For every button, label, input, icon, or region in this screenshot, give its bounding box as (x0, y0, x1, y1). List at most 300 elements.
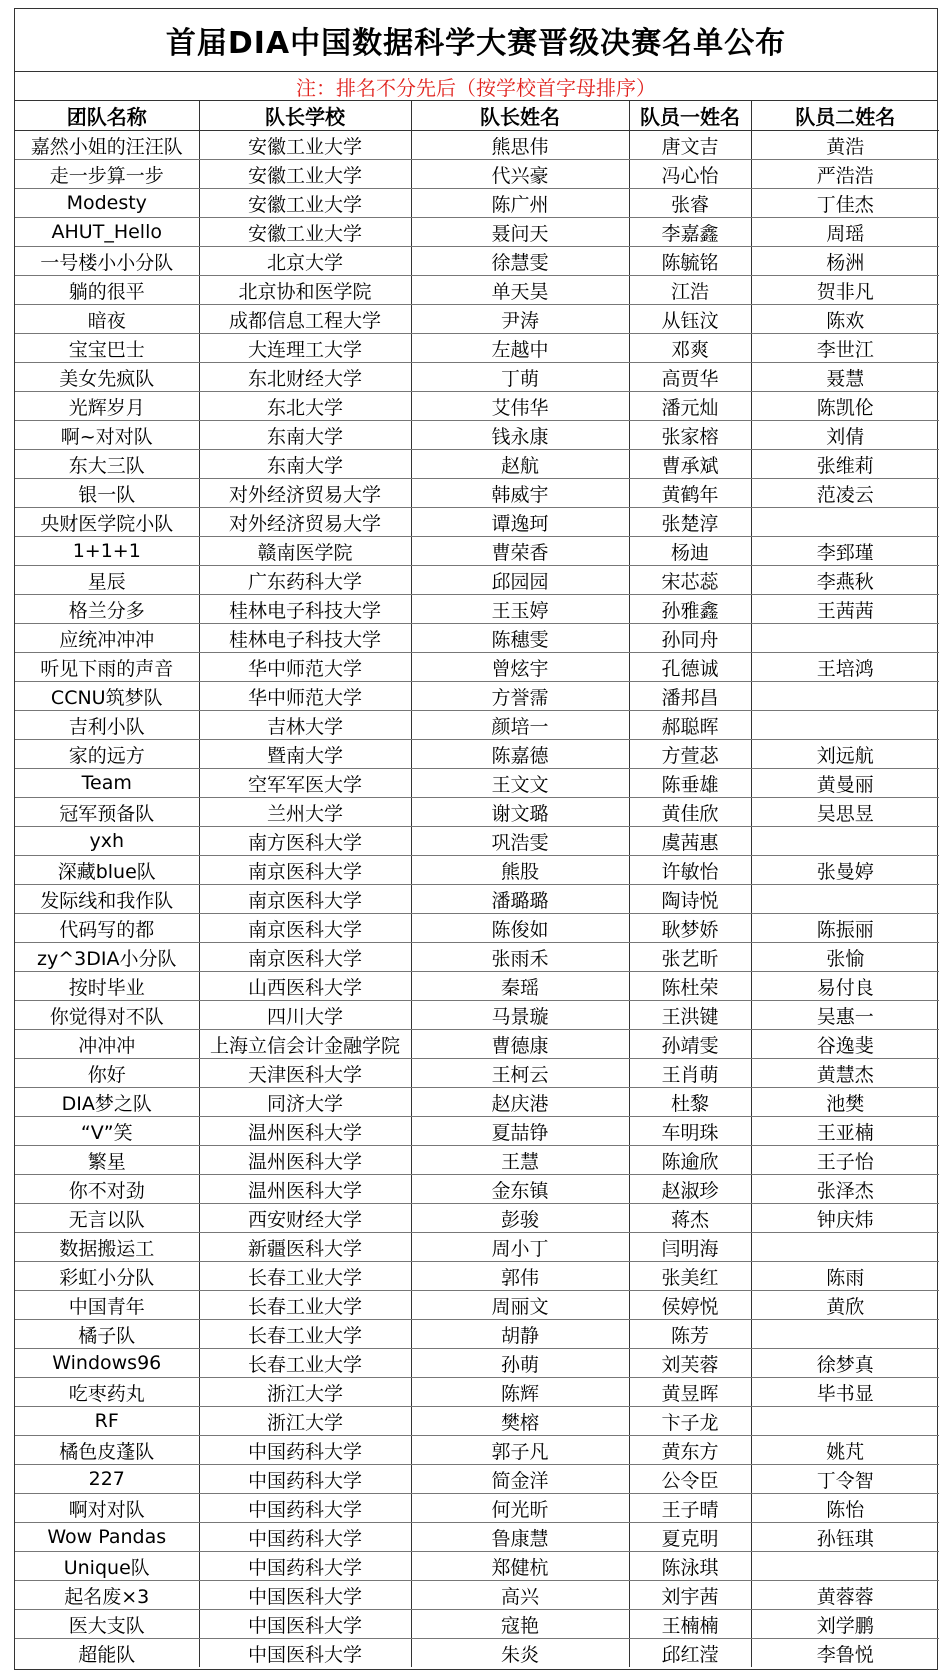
captain-school-cell: 对外经济贸易大学 (199, 508, 411, 537)
captain-name-cell: 赵航 (411, 450, 629, 479)
team-name-cell: 冲冲冲 (15, 1030, 199, 1059)
team-name-cell: 一号楼小小分队 (15, 247, 199, 276)
table-row (15, 595, 939, 624)
captain-school-cell: 安徽工业大学 (199, 218, 411, 247)
captain-name-cell: 彭骏 (411, 1204, 629, 1233)
table-row (15, 131, 939, 160)
member2-name-cell: 李燕秋 (751, 566, 939, 595)
captain-school-cell: 华中师范大学 (199, 682, 411, 711)
table-row (15, 305, 939, 334)
member2-name-cell (751, 711, 939, 740)
captain-name-cell: 朱炎 (411, 1639, 629, 1668)
header-team-name: 团队名称 (15, 101, 199, 131)
team-name-cell: 橘子队 (15, 1320, 199, 1349)
table-row (15, 479, 939, 508)
captain-name-cell: 尹涛 (411, 305, 629, 334)
captain-name-cell: 曹荣香 (411, 537, 629, 566)
member1-name-cell: 曹承斌 (629, 450, 751, 479)
member2-name-cell: 黄曼丽 (751, 769, 939, 798)
table-row (15, 798, 939, 827)
captain-name-cell: 谭逸珂 (411, 508, 629, 537)
captain-name-cell: 赵庆港 (411, 1088, 629, 1117)
table-row (15, 1291, 939, 1320)
member1-name-cell: 郝聪晖 (629, 711, 751, 740)
captain-name-cell: 张雨禾 (411, 943, 629, 972)
table-row (15, 450, 939, 479)
table-row (15, 537, 939, 566)
team-name-cell: zy^3DIA小分队 (15, 943, 199, 972)
captain-name-cell: 胡静 (411, 1320, 629, 1349)
captain-school-cell: 中国医科大学 (199, 1639, 411, 1668)
member2-name-cell: 丁佳杰 (751, 189, 939, 218)
table-row (15, 1117, 939, 1146)
team-name-cell: 数据搬运工 (15, 1233, 199, 1262)
captain-name-cell: 左越中 (411, 334, 629, 363)
member1-name-cell: 张艺昕 (629, 943, 751, 972)
member1-name-cell: 闫明海 (629, 1233, 751, 1262)
captain-school-cell: 赣南医学院 (199, 537, 411, 566)
member1-name-cell: 邓爽 (629, 334, 751, 363)
team-name-cell: 东大三队 (15, 450, 199, 479)
member1-name-cell: 陶诗悦 (629, 885, 751, 914)
table-row (15, 827, 939, 856)
table-row (15, 1552, 939, 1581)
team-name-cell: 听见下雨的声音 (15, 653, 199, 682)
captain-name-cell: 简金洋 (411, 1465, 629, 1494)
captain-name-cell: 鲁康慧 (411, 1523, 629, 1552)
captain-name-cell: 巩浩雯 (411, 827, 629, 856)
member2-name-cell (751, 1407, 939, 1436)
member2-name-cell: 陈欢 (751, 305, 939, 334)
captain-school-cell: 成都信息工程大学 (199, 305, 411, 334)
captain-school-cell: 中国药科大学 (199, 1523, 411, 1552)
member1-name-cell: 蒋杰 (629, 1204, 751, 1233)
member1-name-cell: 卞子龙 (629, 1407, 751, 1436)
captain-name-cell: 单天昊 (411, 276, 629, 305)
captain-name-cell: 陈穗雯 (411, 624, 629, 653)
captain-school-cell: 同济大学 (199, 1088, 411, 1117)
member1-name-cell: 孙同舟 (629, 624, 751, 653)
team-name-cell: 吉利小队 (15, 711, 199, 740)
member2-name-cell: 杨洲 (751, 247, 939, 276)
table-header-row (15, 101, 939, 131)
member2-name-cell: 徐梦真 (751, 1349, 939, 1378)
member1-name-cell: 耿梦娇 (629, 914, 751, 943)
member1-name-cell: 杜黎 (629, 1088, 751, 1117)
table-row (15, 392, 939, 421)
captain-name-cell: 夏喆铮 (411, 1117, 629, 1146)
captain-name-cell: 熊股 (411, 856, 629, 885)
team-name-cell: 超能队 (15, 1639, 199, 1668)
captain-school-cell: 南京医科大学 (199, 943, 411, 972)
captain-name-cell: 陈俊如 (411, 914, 629, 943)
team-name-cell: 繁星 (15, 1146, 199, 1175)
member1-name-cell: 黄鹤年 (629, 479, 751, 508)
captain-school-cell: 东南大学 (199, 421, 411, 450)
member2-name-cell: 王茜茜 (751, 595, 939, 624)
captain-name-cell: 陈辉 (411, 1378, 629, 1407)
captain-school-cell: 广东药科大学 (199, 566, 411, 595)
team-name-cell: “V”笑 (15, 1117, 199, 1146)
member2-name-cell: 陈雨 (751, 1262, 939, 1291)
captain-name-cell: 孙萌 (411, 1349, 629, 1378)
member2-name-cell (751, 624, 939, 653)
member1-name-cell: 冯心怡 (629, 160, 751, 189)
captain-name-cell: 郭伟 (411, 1262, 629, 1291)
team-name-cell: 躺的很平 (15, 276, 199, 305)
member1-name-cell: 陈泳琪 (629, 1552, 751, 1581)
captain-school-cell: 温州医科大学 (199, 1117, 411, 1146)
captain-name-cell: 潘璐璐 (411, 885, 629, 914)
member1-name-cell: 黄佳欣 (629, 798, 751, 827)
team-name-cell: Unique队 (15, 1552, 199, 1581)
table-row (15, 1059, 939, 1088)
team-name-cell: 1+1+1 (15, 537, 199, 566)
captain-name-cell: 何光昕 (411, 1494, 629, 1523)
captain-school-cell: 空军军医大学 (199, 769, 411, 798)
table-row (15, 334, 939, 363)
captain-school-cell: 温州医科大学 (199, 1175, 411, 1204)
captain-name-cell: 曾炫宇 (411, 653, 629, 682)
table-row (15, 1262, 939, 1291)
table-row (15, 1523, 939, 1552)
member2-name-cell (751, 682, 939, 711)
table-row (15, 682, 939, 711)
captain-school-cell: 华中师范大学 (199, 653, 411, 682)
captain-school-cell: 兰州大学 (199, 798, 411, 827)
captain-school-cell: 安徽工业大学 (199, 131, 411, 160)
member1-name-cell: 陈逾欣 (629, 1146, 751, 1175)
member2-name-cell: 王亚楠 (751, 1117, 939, 1146)
captain-name-cell: 秦瑶 (411, 972, 629, 1001)
member2-name-cell: 池樊 (751, 1088, 939, 1117)
captain-name-cell: 曹德康 (411, 1030, 629, 1059)
member2-name-cell: 姚芃 (751, 1436, 939, 1465)
member1-name-cell: 王楠楠 (629, 1610, 751, 1639)
member1-name-cell: 从钰汶 (629, 305, 751, 334)
captain-name-cell: 韩威宇 (411, 479, 629, 508)
table-row (15, 653, 939, 682)
team-name-cell: Wow Pandas (15, 1523, 199, 1552)
member1-name-cell: 黄昱晖 (629, 1378, 751, 1407)
team-name-cell: 医大支队 (15, 1610, 199, 1639)
captain-school-cell: 西安财经大学 (199, 1204, 411, 1233)
member2-name-cell: 陈振丽 (751, 914, 939, 943)
table-row (15, 1233, 939, 1262)
captain-name-cell: 樊榕 (411, 1407, 629, 1436)
member1-name-cell: 潘元灿 (629, 392, 751, 421)
captain-name-cell: 熊思伟 (411, 131, 629, 160)
captain-school-cell: 吉林大学 (199, 711, 411, 740)
team-name-cell: 应统冲冲冲 (15, 624, 199, 653)
member2-name-cell: 范凌云 (751, 479, 939, 508)
captain-school-cell: 东北财经大学 (199, 363, 411, 392)
member2-name-cell: 钟庆炜 (751, 1204, 939, 1233)
team-name-cell: 啊对对队 (15, 1494, 199, 1523)
captain-school-cell: 天津医科大学 (199, 1059, 411, 1088)
member1-name-cell: 公令臣 (629, 1465, 751, 1494)
captain-school-cell: 浙江大学 (199, 1378, 411, 1407)
team-name-cell: 暗夜 (15, 305, 199, 334)
team-name-cell: RF (15, 1407, 199, 1436)
member2-name-cell: 毕书显 (751, 1378, 939, 1407)
captain-name-cell: 寇艳 (411, 1610, 629, 1639)
member2-name-cell: 刘倩 (751, 421, 939, 450)
member1-name-cell: 王洪键 (629, 1001, 751, 1030)
captain-school-cell: 中国医科大学 (199, 1581, 411, 1610)
member1-name-cell: 车明珠 (629, 1117, 751, 1146)
team-name-cell: 你觉得对不队 (15, 1001, 199, 1030)
table-row (15, 1494, 939, 1523)
captain-school-cell: 安徽工业大学 (199, 189, 411, 218)
member1-name-cell: 江浩 (629, 276, 751, 305)
member1-name-cell: 许敏怡 (629, 856, 751, 885)
table-row (15, 1639, 939, 1668)
team-name-cell: 按时毕业 (15, 972, 199, 1001)
team-name-cell: 走一步算一步 (15, 160, 199, 189)
table-row (15, 972, 939, 1001)
captain-name-cell: 王柯云 (411, 1059, 629, 1088)
team-name-cell: Modesty (15, 189, 199, 218)
team-name-cell: 吃枣药丸 (15, 1378, 199, 1407)
header-member1-name: 队员一姓名 (629, 101, 751, 131)
team-name-cell: 银一队 (15, 479, 199, 508)
member1-name-cell: 刘宇茜 (629, 1581, 751, 1610)
team-name-cell: 你不对劲 (15, 1175, 199, 1204)
captain-school-cell: 中国药科大学 (199, 1436, 411, 1465)
table-row (15, 624, 939, 653)
table-row (15, 218, 939, 247)
captain-school-cell: 桂林电子科技大学 (199, 624, 411, 653)
member2-name-cell: 王子怡 (751, 1146, 939, 1175)
team-name-cell: 彩虹小分队 (15, 1262, 199, 1291)
table-row (15, 943, 939, 972)
team-name-cell: 格兰分多 (15, 595, 199, 624)
captain-name-cell: 钱永康 (411, 421, 629, 450)
member1-name-cell: 张楚淳 (629, 508, 751, 537)
table-row (15, 1001, 939, 1030)
table-row (15, 189, 939, 218)
member2-name-cell: 张曼婷 (751, 856, 939, 885)
team-name-cell: CCNU筑梦队 (15, 682, 199, 711)
member2-name-cell (751, 1233, 939, 1262)
captain-school-cell: 暨南大学 (199, 740, 411, 769)
captain-school-cell: 中国药科大学 (199, 1494, 411, 1523)
team-name-cell: 无言以队 (15, 1204, 199, 1233)
member2-name-cell: 李郅瑾 (751, 537, 939, 566)
member2-name-cell: 吴思昱 (751, 798, 939, 827)
team-name-cell: 代码写的都 (15, 914, 199, 943)
member2-name-cell: 聂慧 (751, 363, 939, 392)
team-name-cell: 橘色皮蓬队 (15, 1436, 199, 1465)
team-name-cell: 啊~对对队 (15, 421, 199, 450)
captain-name-cell: 马景璇 (411, 1001, 629, 1030)
member1-name-cell: 陈芳 (629, 1320, 751, 1349)
table-row (15, 769, 939, 798)
captain-school-cell: 北京大学 (199, 247, 411, 276)
header-captain-school: 队长学校 (199, 101, 411, 131)
member1-name-cell: 唐文吉 (629, 131, 751, 160)
captain-name-cell: 金东镇 (411, 1175, 629, 1204)
captain-school-cell: 新疆医科大学 (199, 1233, 411, 1262)
table-row (15, 1349, 939, 1378)
captain-school-cell: 上海立信会计金融学院 (199, 1030, 411, 1059)
member1-name-cell: 方萱苾 (629, 740, 751, 769)
member1-name-cell: 宋芯蕊 (629, 566, 751, 595)
team-name-cell: 央财医学院小队 (15, 508, 199, 537)
table-row (15, 160, 939, 189)
member2-name-cell (751, 1320, 939, 1349)
team-name-cell: 深藏blue队 (15, 856, 199, 885)
member2-name-cell: 黄浩 (751, 131, 939, 160)
member1-name-cell: 王肖萌 (629, 1059, 751, 1088)
table-row (15, 1407, 939, 1436)
member1-name-cell: 侯婷悦 (629, 1291, 751, 1320)
captain-school-cell: 中国药科大学 (199, 1552, 411, 1581)
captain-name-cell: 周丽文 (411, 1291, 629, 1320)
table-row (15, 566, 939, 595)
table-row (15, 740, 939, 769)
table-row (15, 276, 939, 305)
member2-name-cell (751, 885, 939, 914)
member1-name-cell: 孙雅鑫 (629, 595, 751, 624)
member2-name-cell: 易付良 (751, 972, 939, 1001)
team-name-cell: 起名废×3 (15, 1581, 199, 1610)
team-name-cell: 美女先疯队 (15, 363, 199, 392)
team-name-cell: 227 (15, 1465, 199, 1494)
captain-school-cell: 温州医科大学 (199, 1146, 411, 1175)
member2-name-cell (751, 508, 939, 537)
captain-school-cell: 南京医科大学 (199, 914, 411, 943)
header-member2-name: 队员二姓名 (751, 101, 939, 131)
member2-name-cell: 周瑶 (751, 218, 939, 247)
table-row (15, 1581, 939, 1610)
team-name-cell: 家的远方 (15, 740, 199, 769)
captain-school-cell: 长春工业大学 (199, 1320, 411, 1349)
captain-name-cell: 郑健杭 (411, 1552, 629, 1581)
sort-note: 注：排名不分先后（按学校首字母排序） (15, 72, 937, 101)
captain-name-cell: 谢文璐 (411, 798, 629, 827)
member1-name-cell: 王子晴 (629, 1494, 751, 1523)
table-row (15, 711, 939, 740)
table-row (15, 1378, 939, 1407)
table-row (15, 1320, 939, 1349)
member2-name-cell: 黄欣 (751, 1291, 939, 1320)
captain-name-cell: 周小丁 (411, 1233, 629, 1262)
team-name-cell: 嘉然小姐的汪汪队 (15, 131, 199, 160)
team-name-cell: yxh (15, 827, 199, 856)
captain-name-cell: 陈广州 (411, 189, 629, 218)
member2-name-cell (751, 1552, 939, 1581)
member2-name-cell: 李鲁悦 (816, 1643, 874, 1666)
header-captain-name: 队长姓名 (411, 101, 629, 131)
captain-name-cell: 郭子凡 (411, 1436, 629, 1465)
table-row (15, 1465, 939, 1494)
member2-name-cell: 张维莉 (751, 450, 939, 479)
team-name-cell: 宝宝巴士 (15, 334, 199, 363)
captain-name-cell: 徐慧雯 (411, 247, 629, 276)
captain-school-cell: 对外经济贸易大学 (199, 479, 411, 508)
member2-name-cell (751, 827, 939, 856)
member2-name-cell: 张愉 (751, 943, 939, 972)
captain-name-cell: 代兴豪 (411, 160, 629, 189)
table-row (15, 1088, 939, 1117)
captain-name-cell: 艾伟华 (411, 392, 629, 421)
member1-name-cell: 孙靖雯 (629, 1030, 751, 1059)
captain-name-cell: 颜培一 (411, 711, 629, 740)
member2-name-cell: 陈怡 (751, 1494, 939, 1523)
table-row (15, 247, 939, 276)
captain-name-cell: 王玉婷 (411, 595, 629, 624)
captain-school-cell: 中国药科大学 (199, 1465, 411, 1494)
table-row (15, 1204, 939, 1233)
captain-school-cell: 安徽工业大学 (199, 160, 411, 189)
member1-name-cell: 张睿 (629, 189, 751, 218)
captain-school-cell: 山西医科大学 (199, 972, 411, 1001)
member2-name-cell: 吴惠一 (751, 1001, 939, 1030)
captain-school-cell: 南方医科大学 (199, 827, 411, 856)
member1-name-cell: 孔德诚 (629, 653, 751, 682)
captain-name-cell: 邱园园 (411, 566, 629, 595)
team-name-cell: 你好 (15, 1059, 199, 1088)
team-name-cell: 星辰 (15, 566, 199, 595)
captain-school-cell: 东南大学 (199, 450, 411, 479)
member2-name-cell: 刘学鹏 (751, 1610, 939, 1639)
team-name-cell: Team (15, 769, 199, 798)
member1-name-cell: 张家榕 (629, 421, 751, 450)
captain-school-cell: 东北大学 (199, 392, 411, 421)
member2-name-cell: 黄慧杰 (751, 1059, 939, 1088)
member2-name-cell: 严浩浩 (751, 160, 939, 189)
member1-name-cell: 黄东方 (629, 1436, 751, 1465)
member2-name-cell: 张泽杰 (751, 1175, 939, 1204)
team-name-cell: 光辉岁月 (15, 392, 199, 421)
member1-name-cell: 李嘉鑫 (629, 218, 751, 247)
member1-name-cell: 张美红 (629, 1262, 751, 1291)
captain-name-cell: 王慧 (411, 1146, 629, 1175)
table-row (15, 1175, 939, 1204)
captain-school-cell: 浙江大学 (199, 1407, 411, 1436)
captain-name-cell: 聂问天 (411, 218, 629, 247)
table-row (15, 1610, 939, 1639)
member2-name-cell: 贺非凡 (751, 276, 939, 305)
member2-name-cell: 王培鸿 (751, 653, 939, 682)
member1-name-cell: 潘邦昌 (629, 682, 751, 711)
finalists-table (15, 101, 939, 1667)
team-name-cell: 中国青年 (15, 1291, 199, 1320)
team-name-cell: 冠军预备队 (15, 798, 199, 827)
member1-name-cell: 刘芙蓉 (629, 1349, 751, 1378)
member1-name-cell: 赵淑珍 (629, 1175, 751, 1204)
captain-school-cell: 南京医科大学 (199, 856, 411, 885)
table-row (15, 363, 939, 392)
member1-name-cell: 陈垂雄 (629, 769, 751, 798)
page-title: 首届DIA中国数据科学大赛晋级决赛名单公布 (15, 9, 937, 72)
member2-name-cell: 谷逸斐 (751, 1030, 939, 1059)
member1-name-cell: 夏克明 (629, 1523, 751, 1552)
table-row (15, 856, 939, 885)
captain-name-cell: 丁萌 (411, 363, 629, 392)
captain-name-cell: 王文文 (411, 769, 629, 798)
member1-name-cell: 高贾华 (629, 363, 751, 392)
table-row (15, 508, 939, 537)
table-row (15, 1436, 939, 1465)
captain-school-cell: 长春工业大学 (199, 1349, 411, 1378)
member1-name-cell: 陈杜荣 (629, 972, 751, 1001)
member2-name-cell: 丁令智 (751, 1465, 939, 1494)
table-row (15, 885, 939, 914)
member2-name-cell: 黄蓉蓉 (751, 1581, 939, 1610)
